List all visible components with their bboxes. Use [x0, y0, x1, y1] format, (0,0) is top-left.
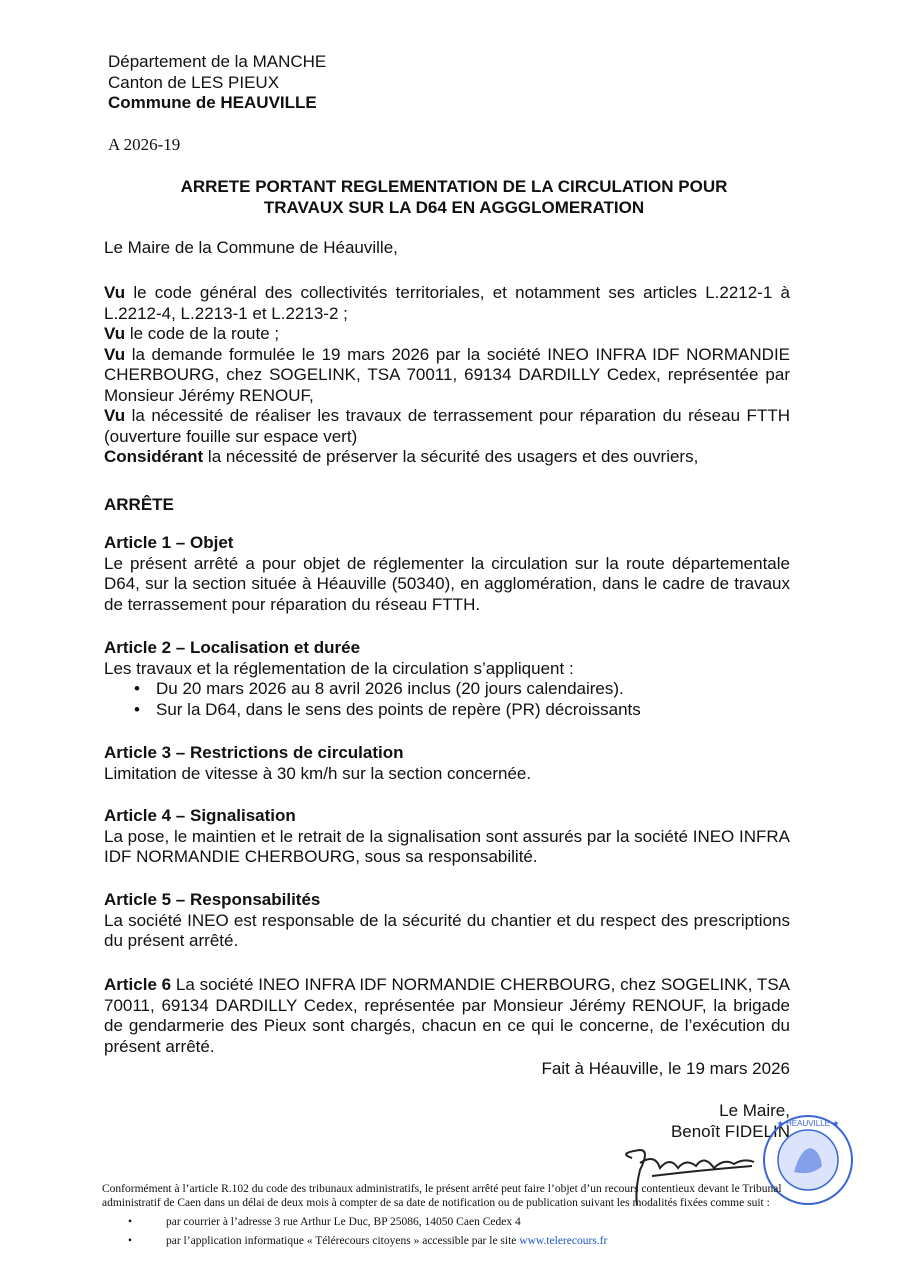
visas	[104, 283, 790, 468]
document-title	[104, 177, 804, 218]
appeal-text: Conformément à l’article R.102 du code des tribunaux administratifs, le présent arrêté peut faire l’objet d’un recours contentieux devant le Tribunal administratif de Caen dans un délai de deux mois à compter de sa date de notification ou de publication suivant les modalités fixées comme suit :	[102, 1183, 782, 1209]
article-6	[104, 975, 790, 1057]
article-text: Limitation de vitesse à 30 km/h sur la section concernée.	[104, 763, 532, 783]
article-3	[104, 743, 790, 784]
appeal-list	[102, 1215, 792, 1248]
article-text: Le présent arrêté a pour objet de réglementer la circulation sur la route départementale D64, sur la section située à Héauville (50340), en agglomération, dans le cadre de travaux de terrassement pour réparation du réseau FTTH.	[104, 553, 790, 614]
department: Département de la MANCHE	[108, 52, 327, 71]
article-1	[104, 533, 790, 615]
signatory-name: Benoît FIDELIN	[670, 1121, 790, 1141]
article-title: Article 1 – Objet	[104, 533, 234, 552]
article-text: La société INEO INFRA IDF NORMANDIE CHERBOURG, chez SOGELINK, TSA 70011, 69134 DARDILLY Cedex, représentée par Monsieur Jérémy RENOUF, la brigade de gendarmerie des Pieux sont chargés, chacun en ce qui le concerne, de l’exécution du présent arrêté.	[104, 975, 790, 1056]
article-title: Article 2 – Localisation et durée	[104, 638, 361, 657]
list-item: • par courrier à l’adresse 3 rue Arthur Le Duc, BP 25086, 14050 Caen Cedex 4	[128, 1215, 792, 1229]
intro: Le Maire de la Commune de Héauville,	[104, 238, 398, 257]
signatory-role: Le Maire,	[719, 1101, 790, 1120]
appeal-notice	[102, 1182, 792, 1248]
article-text: Les travaux et la réglementation de la circulation s’appliquent :	[104, 658, 574, 678]
place-date: Fait à Héauville, le 19 mars 2026	[541, 1059, 790, 1078]
visa: Vu le code de la route ;	[104, 324, 280, 343]
title-line: ARRETE PORTANT REGLEMENTATION DE LA CIRCULATION POUR	[180, 177, 728, 196]
telerecours-link[interactable]: www.telerecours.fr	[519, 1235, 608, 1247]
list-item: • par l’application informatique « Télérecours citoyens » accessible par le site www.telerecours.fr	[128, 1234, 792, 1248]
letterhead	[108, 52, 794, 114]
title-line: TRAVAUX SUR LA D64 EN AGGGLOMERATION	[263, 197, 645, 217]
article-2-list	[104, 679, 790, 720]
article-text: La pose, le maintien et le retrait de la signalisation sont assurés par la société INEO INFRA IDF NORMANDIE CHERBOURG, sous sa responsabilité.	[104, 826, 791, 866]
article-title: Article 3 – Restrictions de circulation	[104, 743, 404, 762]
svg-text:★ HEAUVILLE ★: ★ HEAUVILLE ★	[776, 1119, 840, 1128]
article-2	[104, 638, 790, 720]
list-item: • Du 20 mars 2026 au 8 avril 2026 inclus (20 jours calendaires).	[134, 679, 790, 700]
visa: Vu la nécessité de réaliser les travaux de terrassement pour réparation du réseau FTTH (ouverture fouille sur espace vert)	[104, 406, 790, 446]
article-text: La société INEO est responsable de la sécurité du chantier et du respect des prescriptions du présent arrêté.	[104, 910, 790, 950]
arrete-heading: ARRÊTE	[104, 495, 174, 514]
visa: Considérant la nécessité de préserver la sécurité des usagers et des ouvriers,	[104, 447, 699, 466]
article-5	[104, 890, 790, 952]
list-item: • Sur la D64, dans le sens des points de repère (PR) décroissants	[134, 700, 790, 721]
reference-number: A 2026-19	[108, 135, 181, 154]
signature-block	[104, 1101, 790, 1142]
article-title: Article 5 – Responsabilités	[104, 890, 321, 909]
article-title: Article 6	[104, 975, 172, 994]
visa: Vu le code général des collectivités territoriales, et notamment ses articles L.2212-1 à L.2212-4, L.2213-1 et L.2213-2 ;	[104, 283, 790, 323]
canton: Canton de LES PIEUX	[108, 72, 280, 92]
visa: Vu la demande formulée le 19 mars 2026 par la société INEO INFRA IDF NORMANDIE CHERBOURG, chez SOGELINK, TSA 70011, 69134 DARDILLY Cedex, représentée par Monsieur Jérémy RENOUF,	[104, 344, 790, 405]
article-title: Article 4 – Signalisation	[104, 806, 296, 825]
article-4	[104, 806, 790, 868]
commune: Commune de HEAUVILLE	[108, 93, 317, 112]
